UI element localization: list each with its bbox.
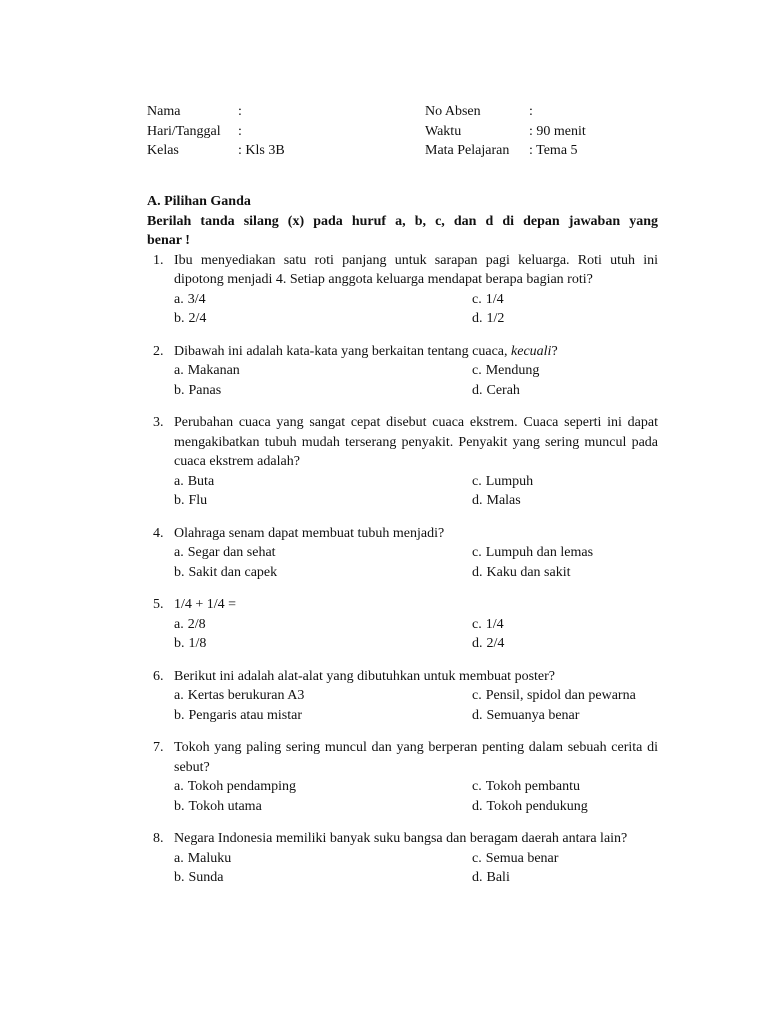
answer-options: [174, 849, 658, 888]
subject-label: Mata Pelajaran: [425, 143, 510, 158]
option-letter: a.: [174, 616, 184, 632]
option-letter: a.: [174, 850, 184, 866]
question-number: 2.: [153, 343, 164, 359]
question-text: [174, 524, 658, 544]
option-a[interactable]: [174, 777, 296, 797]
option-b[interactable]: [174, 381, 221, 401]
section-title: A. Pilihan Ganda: [147, 194, 251, 209]
option-text: 1/8: [188, 636, 207, 651]
option-text: 1/4: [485, 291, 504, 307]
option-d[interactable]: [472, 563, 570, 583]
question-text-main: Dibawah ini adalah kata-kata yang berkaitan tentang cuaca,: [174, 343, 512, 359]
question-number: 4.: [153, 525, 164, 541]
option-text: Maluku: [187, 850, 232, 866]
class-value: : Kls 3B: [238, 143, 285, 158]
option-row: [174, 634, 658, 654]
option-b[interactable]: [174, 563, 277, 583]
question-text: [174, 738, 658, 777]
question-text: [174, 342, 658, 362]
option-c[interactable]: [472, 290, 504, 310]
option-c[interactable]: [472, 472, 533, 492]
option-letter: d.: [472, 707, 483, 723]
option-c[interactable]: [472, 849, 558, 869]
option-text: Tokoh pendamping: [187, 779, 296, 794]
option-text: Pensil, spidol dan pewarna: [485, 688, 636, 703]
option-letter: b.: [174, 382, 185, 398]
option-d[interactable]: [472, 797, 588, 817]
question-text-main: Berikut ini adalah alat-alat yang dibutuhkan untuk membuat poster?: [174, 668, 556, 684]
time-label: Waktu: [425, 123, 462, 139]
option-d[interactable]: [472, 491, 521, 511]
question-text: [174, 667, 658, 687]
option-c[interactable]: [472, 686, 636, 706]
question-text-main: Tokoh yang paling sering muncul dan yang berperan penting dalam sebuah cerita di sebut?: [174, 740, 658, 775]
option-text: Tokoh pendukung: [486, 798, 588, 814]
section-instruction: [147, 212, 658, 251]
option-letter: c.: [472, 473, 482, 489]
option-text: Segar dan sehat: [187, 545, 276, 560]
question-number: 5.: [153, 597, 164, 612]
option-row: [174, 491, 658, 511]
option-c[interactable]: [472, 543, 593, 563]
option-a[interactable]: [174, 686, 304, 706]
option-text: Semuanya benar: [486, 707, 580, 723]
question-item: [147, 413, 658, 511]
question-item: [147, 595, 658, 654]
subject-value: : Tema 5: [529, 143, 578, 158]
header-row-class: [147, 141, 627, 161]
option-text: Semua benar: [485, 850, 559, 866]
absen-label: No Absen: [425, 104, 481, 119]
option-text: Tokoh pembantu: [485, 779, 580, 794]
option-b[interactable]: [174, 868, 224, 888]
answer-options: [174, 472, 658, 511]
option-letter: d.: [472, 493, 483, 508]
option-letter: b.: [174, 636, 185, 651]
option-d[interactable]: [472, 309, 504, 329]
name-value: :: [238, 104, 242, 119]
option-letter: a.: [174, 363, 184, 378]
question-number: 1.: [153, 252, 164, 268]
option-text: Lumpuh: [485, 473, 534, 489]
option-letter: a.: [174, 291, 184, 307]
question-text: [174, 595, 658, 615]
option-text: Buta: [187, 473, 215, 489]
date-value: :: [238, 123, 242, 139]
option-letter: b.: [174, 493, 185, 508]
option-text: 3/4: [187, 291, 206, 307]
option-text: 1/2: [486, 311, 505, 326]
header-row-date: [147, 122, 627, 142]
date-label: Hari/Tanggal: [147, 123, 221, 139]
question-item: [147, 667, 658, 726]
option-text: 2/8: [187, 616, 206, 632]
question-item: [147, 251, 658, 329]
option-letter: c.: [472, 850, 482, 866]
option-text: Malas: [486, 493, 521, 508]
answer-options: [174, 777, 658, 816]
option-b[interactable]: [174, 309, 206, 329]
option-row: [174, 381, 658, 401]
question-item: [147, 829, 658, 888]
option-letter: a.: [174, 688, 184, 703]
option-row: [174, 290, 658, 310]
option-row: [174, 849, 658, 869]
question-text-main: Negara Indonesia memiliki banyak suku bangsa dan beragam daerah antara lain?: [174, 831, 628, 846]
student-info-header: [147, 102, 627, 161]
option-row: [174, 777, 658, 797]
question-item: [147, 524, 658, 583]
question-number: 8.: [153, 831, 164, 846]
option-text: Lumpuh dan lemas: [485, 545, 594, 560]
option-c[interactable]: [472, 777, 580, 797]
answer-options: [174, 615, 658, 654]
option-text: Bali: [486, 870, 510, 885]
option-letter: b.: [174, 564, 185, 580]
option-text: 1/4: [485, 616, 504, 632]
option-letter: c.: [472, 545, 482, 560]
option-a[interactable]: [174, 472, 214, 492]
option-d[interactable]: [472, 634, 504, 654]
option-text: 2/4: [486, 636, 505, 651]
option-letter: d.: [472, 798, 483, 814]
instruction-line-1: Berilah tanda silang (x) pada huruf a, b, c, dan d di depan jawaban yang: [147, 213, 658, 229]
option-row: [174, 686, 658, 706]
option-d[interactable]: [472, 868, 510, 888]
answer-options: [174, 686, 658, 725]
question-text: [174, 829, 658, 849]
option-b[interactable]: [174, 634, 206, 654]
option-text: Mendung: [485, 363, 540, 378]
option-letter: c.: [472, 363, 482, 378]
option-a[interactable]: [174, 615, 206, 635]
option-letter: a.: [174, 779, 184, 794]
option-d[interactable]: [472, 706, 579, 726]
option-row: [174, 543, 658, 563]
question-text-main: Olahraga senam dapat membuat tubuh menjadi?: [174, 525, 445, 541]
option-letter: b.: [174, 870, 185, 885]
instruction-line-2: benar !: [147, 233, 190, 248]
option-letter: c.: [472, 779, 482, 794]
option-d[interactable]: [472, 381, 520, 401]
option-letter: d.: [472, 564, 483, 580]
option-text: Kertas berukuran A3: [187, 688, 305, 703]
multiple-choice-section: [147, 192, 658, 901]
option-text: Flu: [188, 493, 208, 508]
option-b[interactable]: [174, 797, 262, 817]
option-letter: d.: [472, 311, 483, 326]
option-c[interactable]: [472, 615, 504, 635]
question-list: [147, 251, 658, 888]
option-b[interactable]: [174, 491, 207, 511]
option-letter: b.: [174, 311, 185, 326]
question-number: 6.: [153, 668, 164, 684]
option-a[interactable]: [174, 543, 276, 563]
option-letter: a.: [174, 545, 184, 560]
option-row: [174, 615, 658, 635]
option-text: Makanan: [187, 363, 240, 378]
option-row: [174, 472, 658, 492]
option-letter: c.: [472, 688, 482, 703]
answer-options: [174, 543, 658, 582]
option-text: 2/4: [188, 311, 207, 326]
option-text: Cerah: [486, 382, 520, 398]
option-text: Sakit dan capek: [188, 564, 278, 580]
question-text-emphasis: kecuali: [511, 343, 552, 359]
question-item: [147, 738, 658, 816]
option-row: [174, 361, 658, 381]
option-letter: b.: [174, 798, 185, 814]
option-row: [174, 797, 658, 817]
option-text: Pengaris atau mistar: [188, 707, 303, 723]
option-text: Sunda: [188, 870, 224, 885]
question-text: [174, 413, 658, 472]
question-text: [174, 251, 658, 290]
class-label: Kelas: [147, 143, 179, 158]
option-row: [174, 868, 658, 888]
option-letter: d.: [472, 382, 483, 398]
question-text-main: Perubahan cuaca yang sangat cepat disebut cuaca ekstrem. Cuaca seperti ini dapat mengakibatkan tubuh mudah terserang penyakit. Penyakit yang sering muncul pada cuaca ekstrem adalah?: [174, 415, 658, 469]
time-value: : 90 menit: [529, 123, 586, 139]
option-row: [174, 706, 658, 726]
option-text: Tokoh utama: [188, 798, 262, 814]
option-text: Panas: [188, 382, 222, 398]
option-letter: b.: [174, 707, 185, 723]
question-text-main: Ibu menyediakan satu roti panjang untuk sarapan pagi keluarga. Roti utuh ini dipotong menjadi 4. Setiap anggota keluarga mendapat berapa bagian roti?: [174, 252, 658, 287]
option-row: [174, 563, 658, 583]
option-c[interactable]: [472, 361, 539, 381]
option-letter: c.: [472, 291, 482, 307]
option-letter: c.: [472, 616, 482, 632]
option-letter: d.: [472, 870, 483, 885]
option-letter: a.: [174, 473, 184, 489]
option-letter: d.: [472, 636, 483, 651]
answer-options: [174, 290, 658, 329]
option-a[interactable]: [174, 361, 240, 381]
header-row-name: [147, 102, 627, 122]
option-a[interactable]: [174, 290, 206, 310]
absen-value: :: [529, 104, 533, 119]
option-a[interactable]: [174, 849, 231, 869]
question-number: 7.: [153, 740, 164, 755]
option-b[interactable]: [174, 706, 302, 726]
question-number: 3.: [153, 415, 164, 430]
name-label: Nama: [147, 104, 181, 119]
question-item: [147, 342, 658, 401]
answer-options: [174, 361, 658, 400]
question-text-main: 1/4 + 1/4 =: [174, 597, 237, 612]
question-text-after: ?: [551, 343, 558, 359]
option-text: Kaku dan sakit: [486, 564, 571, 580]
option-row: [174, 309, 658, 329]
